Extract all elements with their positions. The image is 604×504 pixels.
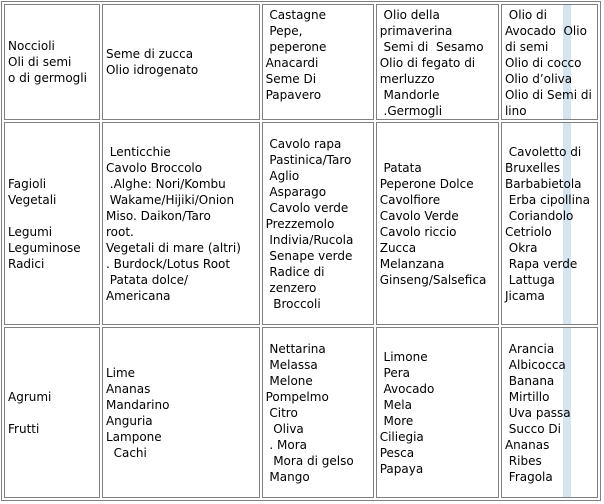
- cell-line: Papavero: [265, 88, 322, 102]
- cell-line: Succo Di: [504, 421, 561, 436]
- cell-line: Cavolfiore: [379, 192, 441, 207]
- cell-line: Agrumi: [8, 389, 52, 404]
- cell-line: Mandarino: [105, 397, 170, 412]
- cell-line: Noccioli: [8, 39, 55, 54]
- table-cell: [102, 4, 260, 120]
- cell-text: [8, 176, 96, 272]
- table-row: [4, 4, 598, 120]
- food-table-body: [4, 4, 598, 498]
- cell-line: Arancia: [504, 341, 555, 356]
- cell-line: Olio d’oliva: [504, 72, 573, 86]
- cell-line: Rapa verde: [504, 256, 578, 271]
- cell-line: Asparago: [265, 184, 327, 199]
- table-cell: [262, 327, 374, 498]
- cell-line: Cavolo verde: [265, 200, 349, 215]
- table-cell: [4, 122, 100, 325]
- table-cell: [376, 4, 499, 120]
- cell-line: Seme di zucca: [105, 47, 194, 62]
- cell-line: More: [379, 413, 414, 428]
- cell-line: Pastinica/Taro: [265, 152, 352, 167]
- cell-line: Avocado Olio: [504, 24, 587, 38]
- cell-line: Patata: [379, 160, 422, 175]
- cell-line: Castagne: [265, 8, 327, 22]
- cell-line: Miso. Daikon/Taro: [105, 208, 211, 223]
- cell-text: [380, 349, 495, 477]
- table-cell: [262, 4, 374, 120]
- cell-line: Wakame/Hijiki/Onion: [105, 192, 235, 207]
- cell-line: Citro: [265, 405, 298, 420]
- cell-text: [106, 365, 256, 461]
- cell-text: [505, 341, 594, 485]
- cell-text: [8, 38, 96, 86]
- cell-line: Semi di Sesamo: [379, 40, 484, 54]
- cell-line: Mirtillo: [504, 389, 550, 404]
- cell-line: [8, 405, 96, 421]
- cell-text: [106, 144, 256, 304]
- cell-line: lino: [504, 104, 527, 118]
- cell-line: Prezzemolo: [265, 216, 335, 231]
- cell-line: Pesca: [379, 445, 415, 460]
- cell-line: Ciliegia: [379, 429, 424, 444]
- cell-line: Leguminose: [8, 240, 81, 255]
- cell-line: Melanzana: [379, 256, 445, 271]
- cell-text: [266, 136, 370, 312]
- cell-line: Broccoli: [265, 296, 321, 311]
- cell-line: Olio di fegato di: [379, 56, 476, 70]
- cell-line: Frutti: [8, 421, 40, 436]
- cell-line: Cetriolo: [504, 224, 552, 239]
- cell-text: [380, 7, 495, 119]
- cell-line: Avocado: [379, 381, 435, 396]
- cell-line: Cachi: [105, 445, 147, 460]
- cell-line: Mango: [265, 469, 310, 484]
- cell-line: Ribes: [504, 453, 542, 468]
- cell-line: [8, 208, 96, 224]
- cell-line: Ananas: [105, 381, 151, 396]
- cell-line: Indivia/Rucola: [265, 232, 354, 247]
- cell-line: Radici: [8, 256, 45, 271]
- table-cell: [501, 4, 598, 120]
- cell-line: Coriandolo: [504, 208, 574, 223]
- cell-text: [505, 144, 594, 304]
- cell-line: Olio di cocco: [504, 56, 582, 70]
- cell-line: Olio idrogenato: [105, 63, 199, 78]
- cell-line: Cavolo Verde: [379, 208, 459, 223]
- cell-line: .Alghe: Nori/Kombu: [105, 176, 226, 191]
- cell-line: Bruxelles: [504, 160, 561, 175]
- cell-line: Banana: [504, 373, 555, 388]
- cell-line: Olio della: [379, 8, 440, 22]
- cell-line: Pera: [379, 365, 411, 380]
- cell-line: Ananas: [504, 437, 550, 452]
- cell-line: Lattuga: [504, 272, 555, 287]
- cell-line: zenzero: [265, 280, 317, 295]
- cell-line: Fagioli: [8, 176, 47, 191]
- cell-line: Nettarina: [265, 341, 326, 356]
- cell-line: Barbabietola: [504, 176, 582, 191]
- table-cell: [102, 327, 260, 498]
- cell-line: Jicama: [504, 288, 545, 303]
- table-cell: [376, 122, 499, 325]
- cell-line: Ginseng/Salsefica: [379, 272, 487, 287]
- cell-line: .Germogli: [379, 104, 443, 118]
- cell-line: Mora di gelso: [265, 453, 354, 468]
- cell-line: Lenticchie: [105, 144, 171, 159]
- table-cell: [4, 4, 100, 120]
- cell-line: Oli di semi: [8, 55, 72, 70]
- cell-line: Cavolo riccio: [379, 224, 457, 239]
- cell-line: Olio di: [504, 8, 548, 22]
- cell-line: di semi: [504, 40, 549, 54]
- table-row: [4, 122, 598, 325]
- cell-text: [505, 7, 594, 119]
- cell-line: Cavolo rapa: [265, 136, 342, 151]
- cell-line: Zucca: [379, 240, 417, 255]
- cell-line: Limone: [379, 349, 428, 364]
- cell-line: merluzzo: [379, 72, 435, 86]
- cell-line: Pompelmo: [265, 389, 329, 404]
- cell-line: Peperone Dolce: [379, 176, 474, 191]
- cell-line: Anacardi: [265, 56, 319, 70]
- food-category-table: [1, 1, 601, 501]
- cell-line: Erba cipollina: [504, 192, 590, 207]
- cell-line: Uva passa: [504, 405, 571, 420]
- cell-text: [8, 389, 96, 437]
- cell-line: Oliva: [265, 421, 304, 436]
- cell-line: Aglio: [265, 168, 300, 183]
- cell-line: Olio di Semi di: [504, 88, 592, 102]
- cell-line: Okra: [504, 240, 538, 255]
- cell-text: [266, 7, 370, 103]
- cell-line: Vegetali: [8, 192, 57, 207]
- cell-text: [106, 46, 256, 78]
- cell-line: Senape verde: [265, 248, 353, 263]
- cell-line: . Burdock/Lotus Root: [105, 256, 231, 271]
- cell-line: Mandorle: [379, 88, 440, 102]
- cell-line: Americana: [105, 288, 171, 303]
- table-cell: [501, 327, 598, 498]
- table-cell: [262, 122, 374, 325]
- table-cell: [501, 122, 598, 325]
- cell-line: Fragola: [504, 469, 553, 484]
- cell-line: Seme Di: [265, 72, 317, 86]
- cell-text: [266, 341, 370, 485]
- cell-line: primaverina: [379, 24, 453, 38]
- cell-line: Patata dolce/: [105, 272, 189, 287]
- cell-line: Mela: [379, 397, 412, 412]
- cell-line: Legumi: [8, 224, 53, 239]
- cell-line: Lime: [105, 365, 136, 380]
- cell-line: Pepe,: [265, 24, 303, 38]
- cell-line: Radice di: [265, 264, 325, 279]
- table-cell: [4, 327, 100, 498]
- cell-line: peperone: [265, 40, 327, 54]
- table-row: [4, 327, 598, 498]
- cell-line: Melone: [265, 373, 313, 388]
- cell-line: Papaya: [379, 461, 424, 476]
- cell-line: o di germogli: [8, 71, 87, 86]
- cell-line: Vegetali di mare (altri): [105, 240, 241, 255]
- cell-line: Anguria: [105, 413, 153, 428]
- cell-line: Cavoletto di: [504, 144, 582, 159]
- cell-line: Albicocca: [504, 357, 566, 372]
- table-cell: [376, 327, 499, 498]
- table-cell: [102, 122, 260, 325]
- cell-line: Cavolo Broccolo: [105, 160, 203, 175]
- cell-text: [380, 160, 495, 288]
- cell-line: root.: [105, 224, 134, 239]
- cell-line: Lampone: [105, 429, 162, 444]
- cell-line: Melassa: [265, 357, 318, 372]
- cell-line: . Mora: [265, 437, 308, 452]
